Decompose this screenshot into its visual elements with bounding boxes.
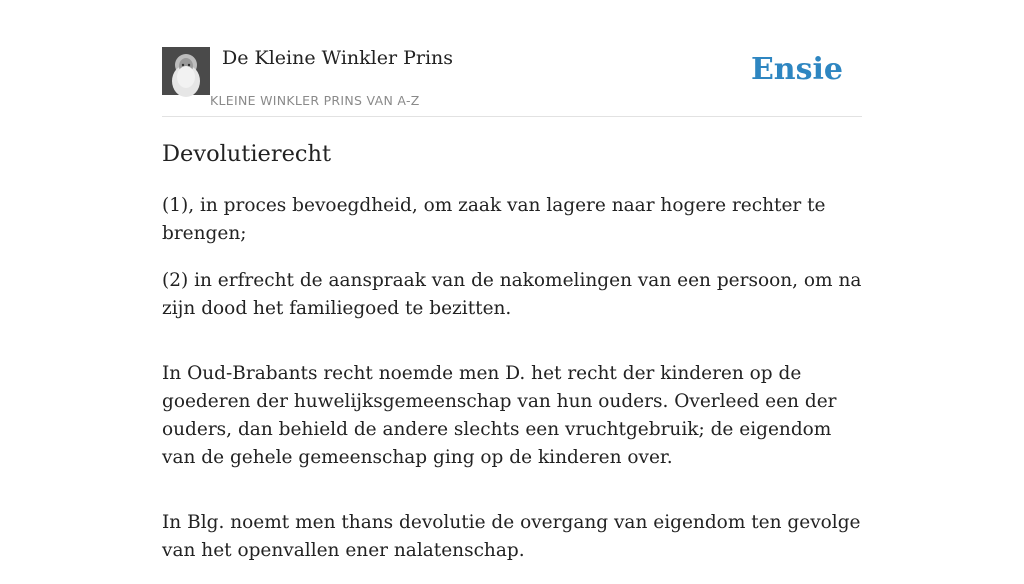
article-paragraph: (2) in erfrecht de aanspraak van de nakomelingen van een persoon, om na zijn dood het familiegoed te bezitten.: [162, 270, 862, 319]
article: [162, 138, 862, 584]
author-avatar[interactable]: [162, 47, 210, 95]
source-title[interactable]: De Kleine Winkler Prins: [222, 47, 454, 69]
header: [162, 0, 862, 117]
article-paragraph: In Oud-Brabants recht noemde men D. het recht der kinderen op de goederen der huwelijksgemeenschap van hun ouders. Overleed een der ouders, dan behield de andere slechts een vruchtgebruik; de eigendom van de gehele gemeenschap ging op de kinderen over.: [162, 363, 837, 468]
article-title: Devolutierecht: [162, 141, 332, 167]
ensie-logo[interactable]: Ensie: [750, 52, 843, 87]
page: [162, 0, 862, 561]
article-paragraph: In Blg. noemt men thans devolutie de overgang van eigendom ten gevolge van het openvallen ener nalatenschap.: [162, 512, 861, 561]
source-subtitle[interactable]: KLEINE WINKLER PRINS VAN A-Z: [210, 93, 420, 108]
article-paragraph: (1), in proces bevoegdheid, om zaak van lagere naar hogere rechter te brengen;: [162, 195, 826, 244]
portrait-icon: [162, 47, 210, 95]
